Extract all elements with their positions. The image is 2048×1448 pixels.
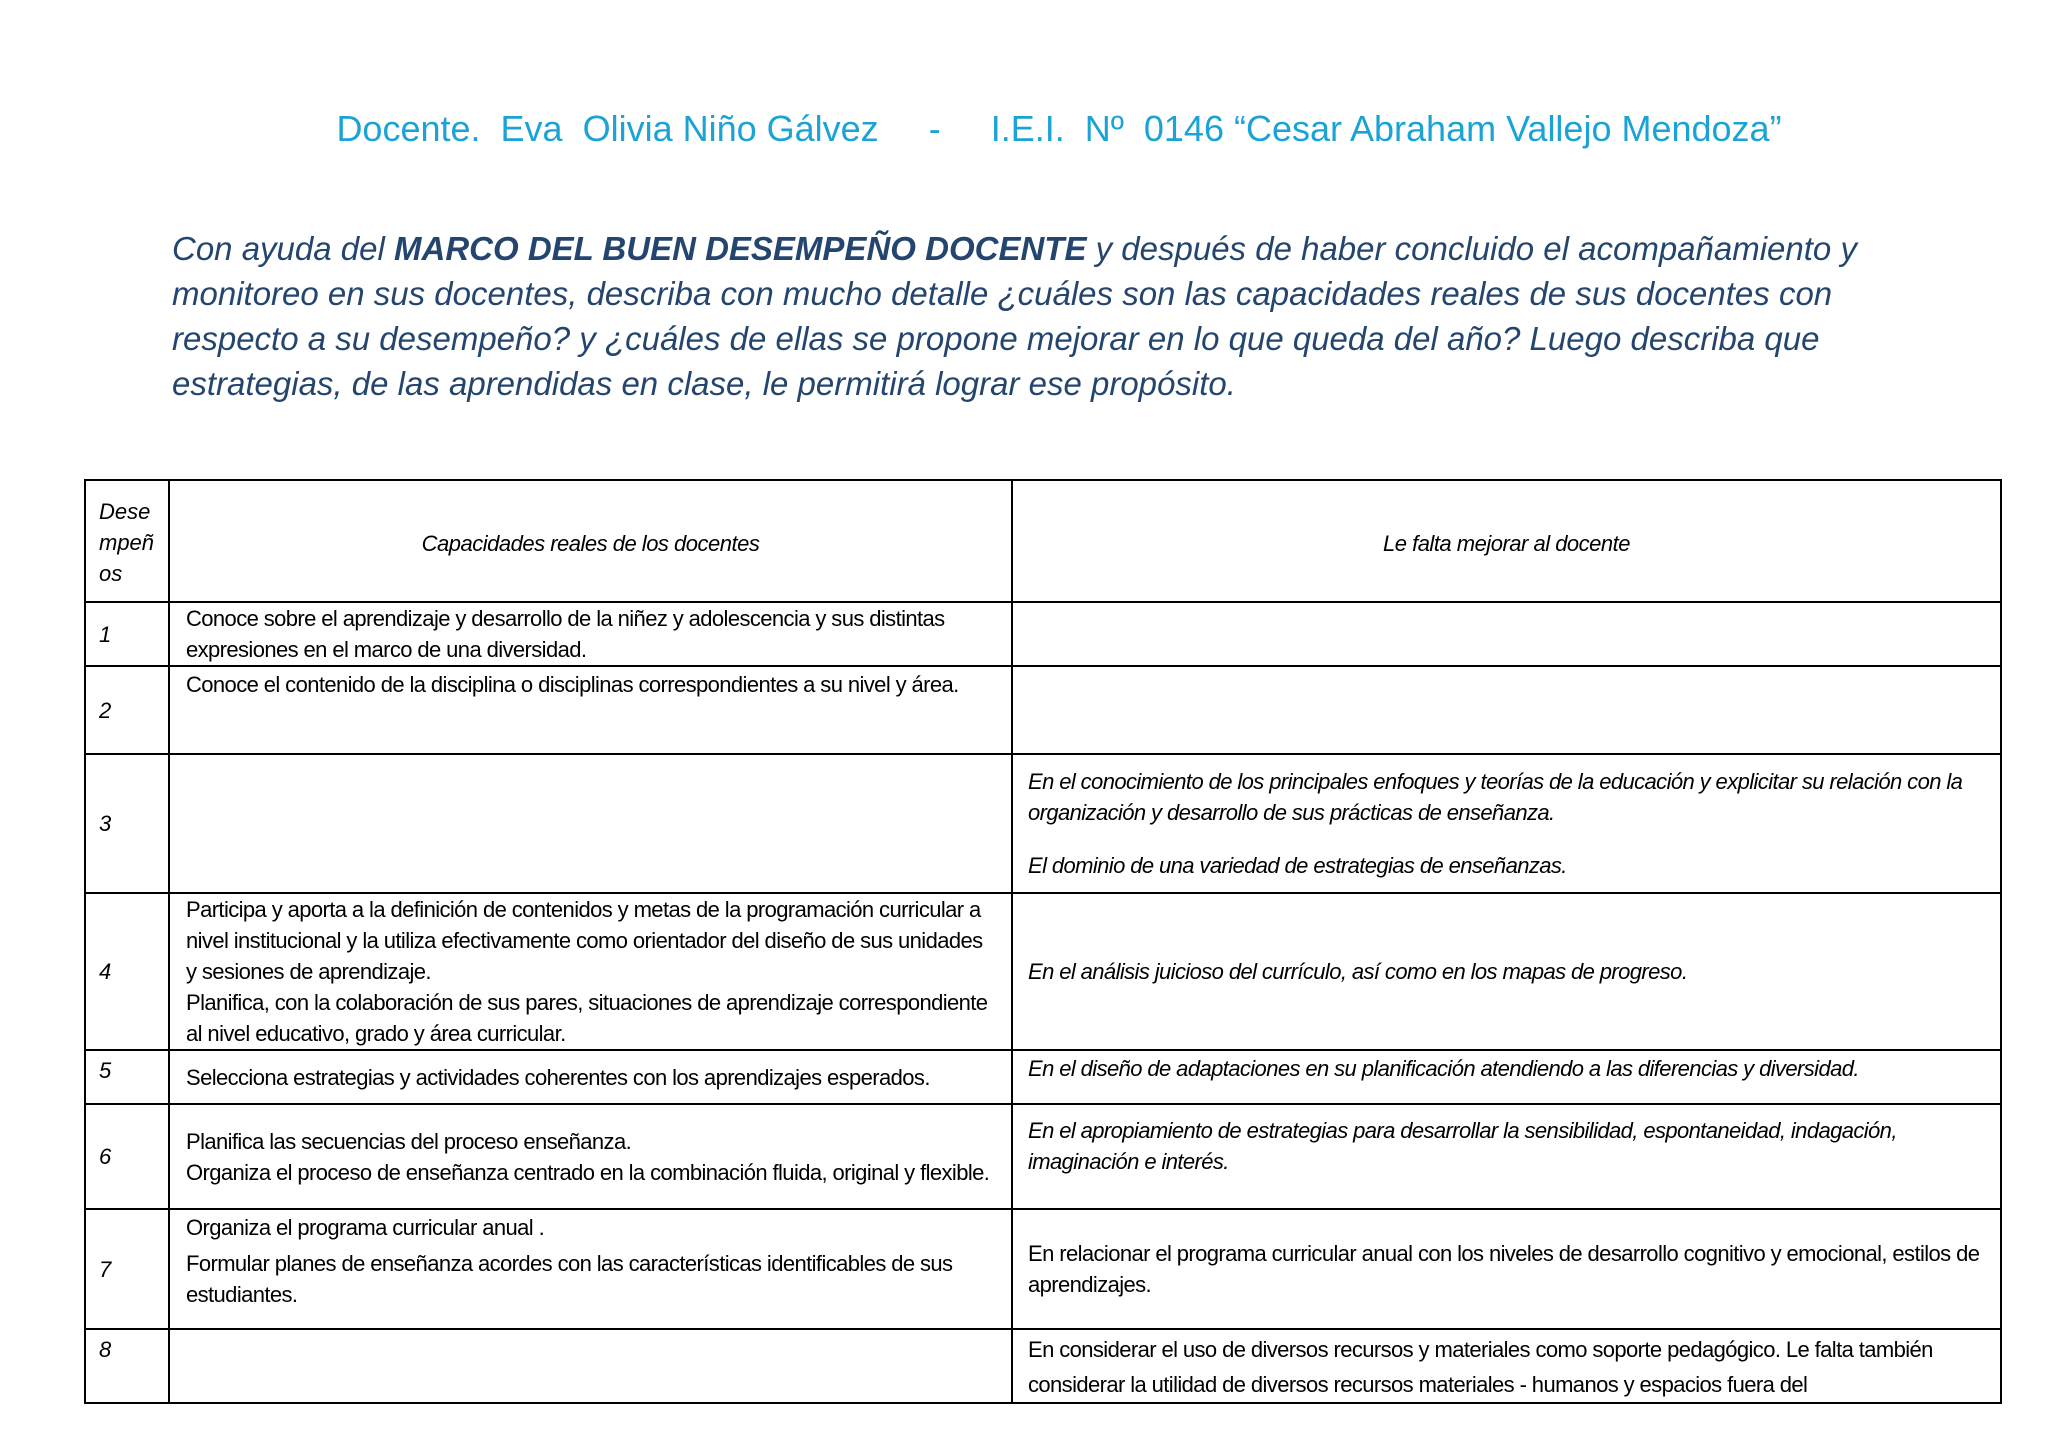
intro-rest: y después de haber concluido el acompañamiento y monitoreo en sus docentes, describa con mucho detalle ¿cuáles son las capacidades reales de sus docentes con respecto a su desempeño? y ¿cuáles de ellas se propone mejorar en lo que queda del año? Luego describa que estrategias, de las aprendidas en clase, le permitirá lograr ese propósito. bbox=[172, 230, 1857, 402]
improve-cell: En el conocimiento de los principales enfoques y teorías de la educación y explicitar su relación con la organización y desarrollo de sus prácticas de enseñanza. El dominio de una variedad de estrategias de enseñanzas. bbox=[1012, 754, 2001, 893]
performance-table bbox=[84, 479, 2002, 1404]
row-number: 8 bbox=[85, 1329, 169, 1403]
document-header bbox=[0, 108, 2048, 150]
intro-bold-framework: MARCO DEL BUEN DESEMPEÑO DOCENTE bbox=[394, 230, 1087, 267]
header-separator: - bbox=[928, 108, 941, 149]
improve-cell bbox=[1012, 666, 2001, 754]
capacities-cell: Organiza el programa curricular anual . Formular planes de enseñanza acordes con las características identificables de sus estudiantes. bbox=[169, 1209, 1012, 1329]
school-name: I.E.I. Nº 0146 “Cesar Abraham Vallejo Mendoza” bbox=[990, 108, 1782, 149]
table-row bbox=[85, 754, 2001, 893]
row-number: 7 bbox=[85, 1209, 169, 1329]
header-capacities: Capacidades reales de los docentes bbox=[169, 480, 1012, 602]
row-number: 3 bbox=[85, 754, 169, 893]
row-number: 1 bbox=[85, 602, 169, 666]
table-row bbox=[85, 602, 2001, 666]
header-improve: Le falta mejorar al docente bbox=[1012, 480, 2001, 602]
row-number: 2 bbox=[85, 666, 169, 754]
row-number: 5 bbox=[85, 1050, 169, 1104]
capacities-cell: Conoce sobre el aprendizaje y desarrollo de la niñez y adolescencia y sus distintas expresiones en el marco de una diversidad. bbox=[169, 602, 1012, 666]
instructions-paragraph bbox=[172, 226, 1872, 406]
improve-cell: En el apropiamiento de estrategias para desarrollar la sensibilidad, espontaneidad, indagación, imaginación e interés. bbox=[1012, 1104, 2001, 1209]
table-row bbox=[85, 666, 2001, 754]
improve-cell: En el análisis juicioso del currículo, así como en los mapas de progreso. bbox=[1012, 893, 2001, 1050]
table-row bbox=[85, 1209, 2001, 1329]
teacher-name: Docente. Eva Olivia Niño Gálvez bbox=[336, 108, 879, 149]
header-number-cell: Dese mpeñ os bbox=[85, 480, 169, 602]
table-row bbox=[85, 1329, 2001, 1403]
table-row bbox=[85, 893, 2001, 1050]
capacities-cell: Participa y aporta a la definición de contenidos y metas de la programación curricular a nivel institucional y la utiliza efectivamente como orientador del diseño de sus unidades y sesiones de aprendizaje. Planifica, con la colaboración de sus pares, situaciones de aprendizaje correspondiente al nivel educativo, grado y área curricular. bbox=[169, 893, 1012, 1050]
row-number: 4 bbox=[85, 893, 169, 1050]
table-header-row bbox=[85, 480, 2001, 602]
table-row bbox=[85, 1104, 2001, 1209]
improve-cell: En el diseño de adaptaciones en su planificación atendiendo a las diferencias y diversidad. bbox=[1012, 1050, 2001, 1104]
capacities-cell: Planifica las secuencias del proceso enseñanza. Organiza el proceso de enseñanza centrado en la combinación fluida, original y flexible. bbox=[169, 1104, 1012, 1209]
capacities-cell: Conoce el contenido de la disciplina o disciplinas correspondientes a su nivel y área. bbox=[169, 666, 1012, 754]
capacities-cell bbox=[169, 1329, 1012, 1403]
capacities-cell: Selecciona estrategias y actividades coherentes con los aprendizajes esperados. bbox=[169, 1050, 1012, 1104]
table-row bbox=[85, 1050, 2001, 1104]
improve-cell: En relacionar el programa curricular anual con los niveles de desarrollo cognitivo y emocional, estilos de aprendizajes. bbox=[1012, 1209, 2001, 1329]
intro-lead: Con ayuda del bbox=[172, 230, 385, 267]
row-number: 6 bbox=[85, 1104, 169, 1209]
improve-cell: En considerar el uso de diversos recursos y materiales como soporte pedagógico. Le falta también considerar la utilidad de diversos recursos materiales - humanos y espacios fuera del bbox=[1012, 1329, 2001, 1403]
capacities-cell bbox=[169, 754, 1012, 893]
improve-cell bbox=[1012, 602, 2001, 666]
